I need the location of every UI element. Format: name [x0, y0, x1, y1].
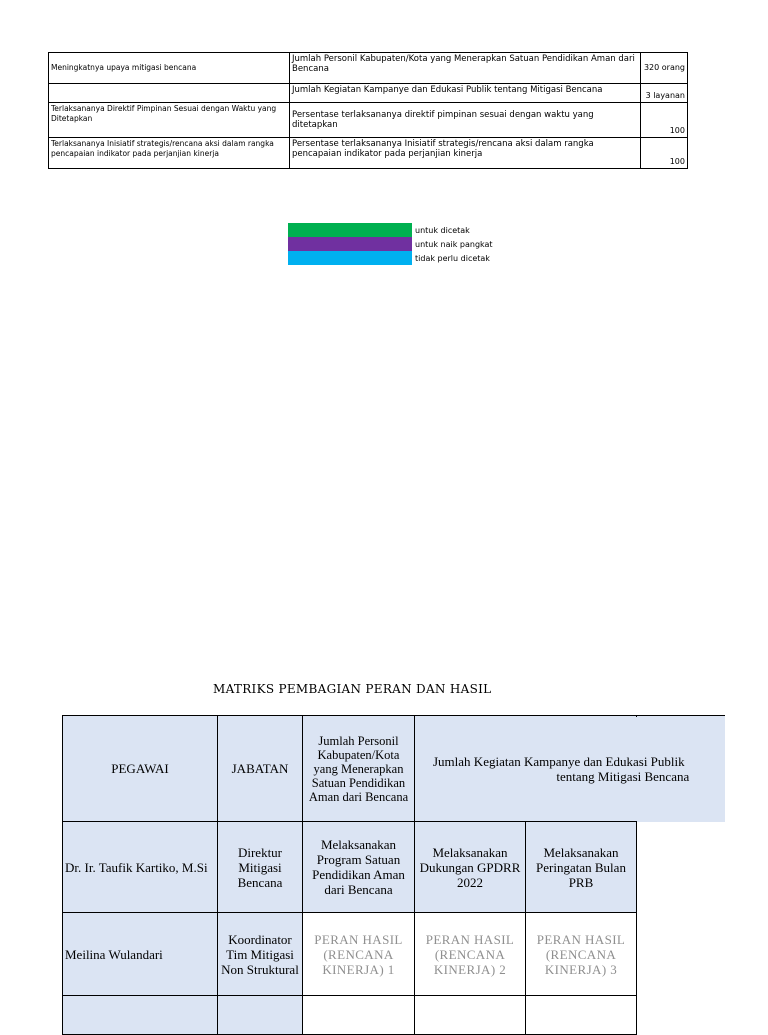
table-row: [49, 53, 688, 84]
row3-jabatan: [217, 995, 303, 1035]
goal-cell: [49, 84, 290, 103]
goal-cell: Meningkatnya upaya mitigasi bencana: [49, 53, 290, 84]
row3-result-1: [302, 995, 415, 1035]
header-pegawai-label: PEGAWAI: [111, 761, 169, 776]
header-jabatan-label: JABATAN: [231, 761, 289, 776]
header-pegawai: [62, 715, 218, 822]
row3-result-3: [525, 995, 637, 1035]
legend-swatch-purple: [288, 237, 412, 251]
placeholder-text: PERAN HASIL (RENCANA KINERJA) 1: [314, 931, 403, 977]
row1-role-3: [525, 821, 637, 913]
header-indicator-1: [302, 715, 415, 822]
target-cell: 320 orang: [641, 53, 688, 84]
header-indicator-2-line2: tentang Mitigasi Bencana: [556, 769, 690, 784]
legend-swatch-cyan: [288, 251, 412, 265]
role-text: Melaksanakan Program Satuan Pendidikan Aman dari Bencana: [312, 837, 405, 897]
row2-result-1: [302, 912, 415, 996]
placeholder-text: PERAN HASIL (RENCANA KINERJA) 3: [536, 931, 626, 977]
row1-jabatan: [217, 821, 303, 913]
table-row: [49, 138, 688, 169]
legend-item: [288, 223, 493, 237]
row2-pegawai: [62, 912, 218, 996]
header-border-mark: [636, 715, 637, 717]
legend-item: [288, 237, 493, 251]
table-row: [49, 103, 688, 138]
indicator-cell: Jumlah Personil Kabupaten/Kota yang Menerapkan Satuan Pendidikan Aman dari Bencana: [290, 53, 641, 84]
legend-swatch-green: [288, 223, 412, 237]
target-cell: 3 layanan: [641, 84, 688, 103]
legend-label: tidak perlu dicetak: [415, 253, 490, 263]
header-indicator-1-label: Jumlah Personil Kabupaten/Kota yang Menerapkan Satuan Pendidikan Aman dari Bencana: [308, 733, 409, 804]
row1-pegawai: [62, 821, 218, 913]
position-title: Direktur Mitigasi Bencana: [237, 844, 283, 890]
row2-result-3: [525, 912, 637, 996]
row1-role-1: [302, 821, 415, 913]
placeholder-text: PERAN HASIL (RENCANA KINERJA) 2: [425, 931, 515, 977]
table-row: [49, 84, 688, 103]
matrix-title: MATRIKS PEMBAGIAN PERAN DAN HASIL: [213, 682, 492, 696]
row1-role-2: [414, 821, 526, 913]
indicator-cell: Persentase terlaksananya direktif pimpinan sesuai dengan waktu yang ditetapkan: [290, 103, 641, 138]
row3-result-2: [414, 995, 526, 1035]
employee-name: Meilina Wulandari: [65, 946, 163, 962]
color-legend: [288, 223, 493, 265]
row2-result-2: [414, 912, 526, 996]
indicator-cell: Persentase terlaksananya Inisiatif strategis/rencana aksi dalam rangka pencapaian indikator pada perjanjian kinerja: [290, 138, 641, 169]
position-title: Koordinator Tim Mitigasi Non Struktural: [221, 931, 299, 977]
indicator-cell: Jumlah Kegiatan Kampanye dan Edukasi Publik tentang Mitigasi Bencana: [290, 84, 641, 103]
header-indicator-2: [414, 715, 725, 822]
goal-cell: Terlaksananya Direktif Pimpinan Sesuai dengan Waktu yang Ditetapkan: [49, 103, 290, 138]
legend-label: untuk naik pangkat: [415, 239, 493, 249]
target-cell: 100: [641, 103, 688, 138]
target-cell: 100: [641, 138, 688, 169]
indicator-table: [48, 52, 688, 169]
legend-label: untuk dicetak: [415, 225, 470, 235]
header-jabatan: [217, 715, 303, 822]
row2-jabatan: [217, 912, 303, 996]
header-indicator-2-line1: Jumlah Kegiatan Kampanye dan Edukasi Publik: [433, 754, 685, 769]
goal-cell: Terlaksananya Inisiatif strategis/rencana aksi dalam rangka pencapaian indikator pada perjanjian kinerja: [49, 138, 290, 169]
role-matrix: [62, 715, 725, 1024]
role-text: Melaksanakan Dukungan GPDRR 2022: [419, 844, 521, 890]
employee-name: Dr. Ir. Taufik Kartiko, M.Si: [65, 859, 208, 875]
role-text: Melaksanakan Peringatan Bulan PRB: [536, 844, 626, 890]
legend-item: [288, 251, 493, 265]
row3-pegawai: [62, 995, 218, 1035]
